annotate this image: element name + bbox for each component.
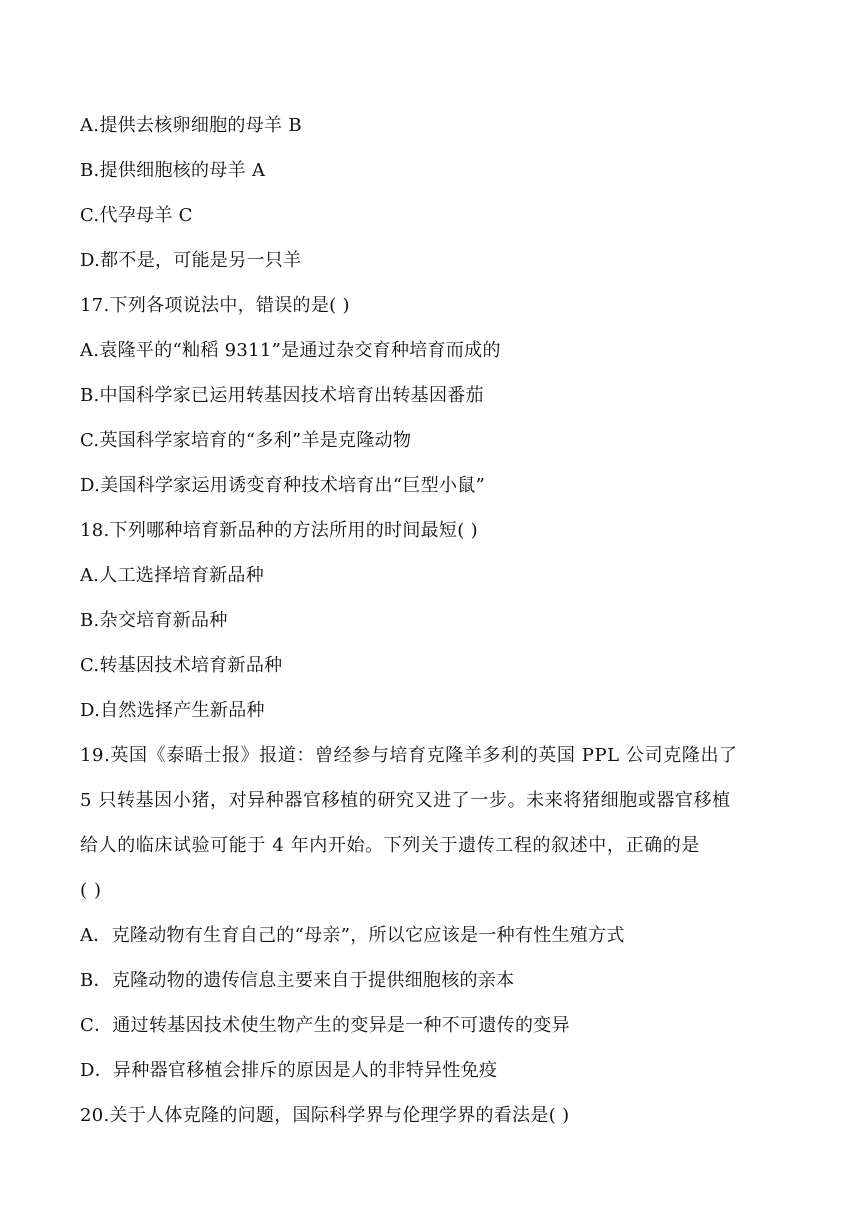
question-stem: 18.下列哪种培育新品种的方法所用的时间最短( ) [80,520,478,541]
question-stem-line-3: 给人的临床试验可能于 4 年内开始。下列关于遗传工程的叙述中，正确的是 [80,835,700,856]
option-b: B.杂交培育新品种 [80,610,228,631]
option-d: D．异种器官移植会排斥的原因是人的非特异性免疫 [80,1060,498,1081]
option-b: B.提供细胞核的母羊 A [80,160,266,181]
question-stem: 17.下列各项说法中，错误的是( ) [80,295,350,316]
option-c: C.代孕母羊 C [80,205,193,226]
question-stem-line-2: 5 只转基因小猪，对异种器官移植的研究又进了一步。未来将猪细胞或器官移植 [80,790,731,811]
option-c: C.英国科学家培育的“多利”羊是克隆动物 [80,430,412,451]
option-d: D.美国科学家运用诱变育种技术培育出“巨型小鼠” [80,475,486,496]
option-d: D.自然选择产生新品种 [80,700,265,721]
question-stem: 20.关于人体克隆的问题，国际科学界与伦理学界的看法是( ) [80,1105,570,1126]
option-d: D.都不是，可能是另一只羊 [80,250,302,271]
option-a: A.提供去核卵细胞的母羊 B [80,115,302,136]
option-b: B.中国科学家已运用转基因技术培育出转基因番茄 [80,385,484,406]
option-a: A.袁隆平的“籼稻 9311”是通过杂交育种培育而成的 [80,340,501,361]
option-c: C．通过转基因技术使生物产生的变异是一种不可遗传的变异 [80,1015,570,1036]
option-b: B．克隆动物的遗传信息主要来自于提供细胞核的亲本 [80,970,515,991]
question-stem-line-1: 19.英国《泰晤士报》报道：曾经参与培育克隆羊多利的英国 PPL 公司克隆出了 [80,745,738,766]
option-a: A．克隆动物有生育自己的“母亲”，所以它应该是一种有性生殖方式 [80,925,625,946]
option-a: A.人工选择培育新品种 [80,565,265,586]
question-stem-line-4: ( ) [80,880,102,901]
option-c: C.转基因技术培育新品种 [80,655,283,676]
